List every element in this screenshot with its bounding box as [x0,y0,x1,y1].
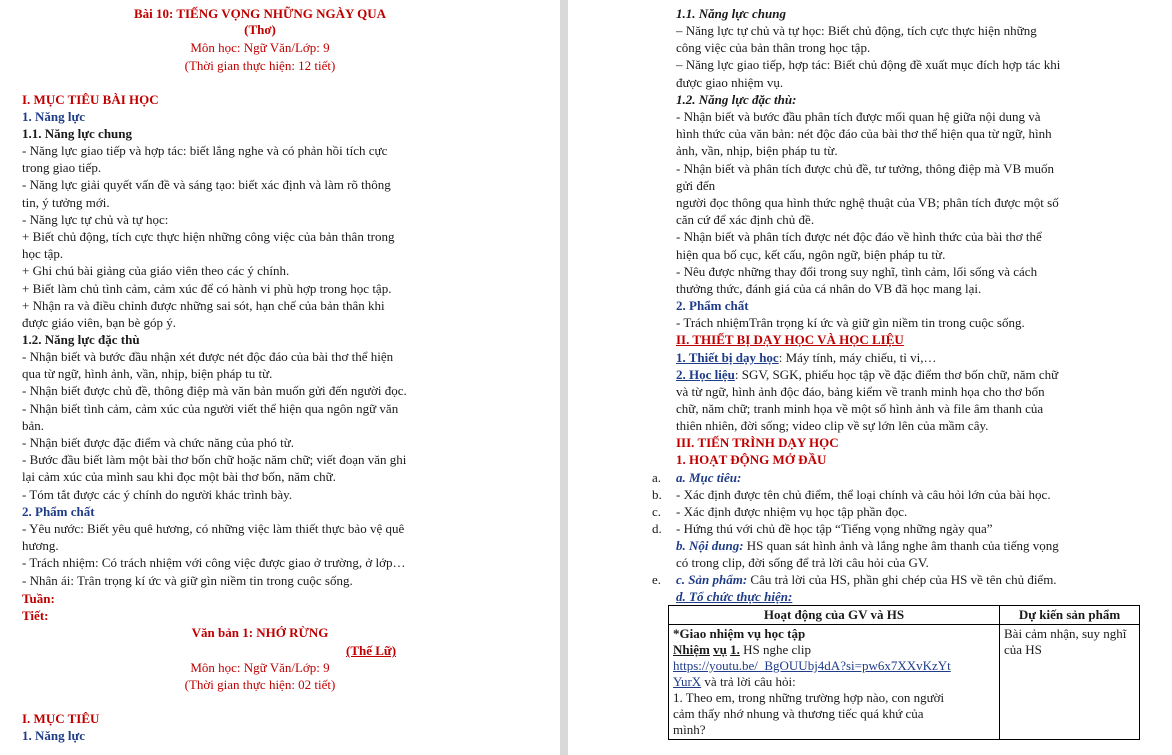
text-line: hiện qua bố cục, kết cấu, ngôn ngữ, biện pháp tu từ. [676,246,946,262]
thiet-bi-label: 1. Thiết bị dạy học [676,350,779,365]
label-tiet: Tiết: [22,608,49,623]
text-title: Văn bản 1: NHỚ RỪNG [191,625,329,640]
noi-dung-line-1 [676,538,1059,554]
heading-muc-tieu-2: I. MỤC TIÊU [22,711,100,726]
task-word-4: HS [743,642,760,657]
lesson-subject: Môn học: Ngữ Văn/Lớp: 9 [190,40,330,55]
text-line: được giao nhiệm vụ. [676,74,784,90]
san-pham-line [676,572,1057,588]
youtube-link[interactable]: https://youtu.be/_BgOUUbj4dA?si=pw6x7XXvKzYt [673,658,951,673]
heading-thiet-bi: II. THIẾT BỊ DẠY HỌC VÀ HỌC LIỆU [676,332,904,347]
text-line: công việc của bản thân trong học tập. [676,40,871,56]
table-header-san-pham: Dự kiến sản phẩm [1000,606,1140,625]
muc-tieu-c: - Xác định được nhiệm vụ học tập phần đọc. [676,504,908,519]
text-line: - Nêu được những thay đổi trong suy nghĩ, tình cảm, lối sống và cách [676,263,1038,279]
table-header-gv-hs: Hoạt động của GV và HS [669,606,1000,625]
table-cell-activity [669,625,1000,740]
hoc-lieu-text-1: : SGV, SGK, phiếu học tập về đặc điểm thơ bốn chữ, năm chữ [734,367,1059,382]
list-marker-c: c. [652,504,662,519]
text-line: - Yêu nước: Biết yêu quê hương, có những việc làm thiết thực bảo vệ quê [22,521,405,536]
text-line: - Năng lực tự chủ và tự học: [22,211,169,227]
text-line: - Nhân ái: Trân trọng kí ức và giữ gìn niềm tin trong cuộc sống. [22,572,353,588]
list-marker-a: a. [652,470,662,485]
list-marker-b: b. [652,487,662,502]
heading-1-2: 1.2. Năng lực đặc thù: [676,92,797,107]
heading-pham-chat: 2. Phẩm chất [22,504,95,519]
text-subject: Môn học: Ngữ Văn/Lớp: 9 [190,660,330,675]
text-line: - Bước đầu biết làm một bài thơ bốn chữ hoặc năm chữ; viết đoạn văn ghi [22,452,407,468]
cell-task-line [673,642,995,658]
text-line: + Ghi chú bài giảng của giáo viên theo các ý chính. [22,263,290,279]
list-marker-d: d. [652,521,662,536]
cell-link-line-2 [673,674,995,690]
cell-question-3: mình? [673,722,706,737]
cell-question-2: cảm thấy nhớ nhung và thương tiếc quá khứ của [673,706,924,721]
list-marker-e: e. [652,572,662,587]
activity-table [668,605,1140,740]
text-line: + Biết làm chủ tình cảm, cảm xúc để có hành vi phù hợp trong học tập. [22,280,392,296]
text-line: ảnh, vần, nhịp, biện pháp tu từ. [676,143,838,159]
noi-dung-text-1: HS quan sát hình ảnh và lắng nghe âm thanh của tiếng vọng [743,538,1059,553]
text-line: + Biết chủ động, tích cực thực hiện những công việc của bản thân trong [22,229,395,244]
task-word-2: vụ [713,642,727,657]
hoc-lieu-line-3: chữ, năm chữ; tranh minh họa về một số hình ảnh và file âm thanh của [676,401,1044,416]
heading-nang-luc: 1. Năng lực [22,109,86,124]
text-line: qua từ ngữ, hình ảnh, vần, nhịp, biện pháp tu từ. [22,366,273,382]
text-line: - Nhận biết và phân tích được chủ đề, tư tưởng, thông điệp mà VB muốn [676,160,1054,176]
text-line: trong giao tiếp. [22,160,102,176]
hoc-lieu-line-4: thiên nhiên, đời sống; video clip về sự lớn lên của mầm cây. [676,418,989,433]
muc-tieu-d: - Hứng thú với chủ đề học tập “Tiếng vọng những ngày qua” [676,521,993,536]
noi-dung-line-2: có trong clip, đời sống để trả lời câu hỏi của GV. [676,555,929,570]
text-line: hương. [22,538,59,554]
text-line: - Nhận biết và bước đầu phân tích được mối quan hệ giữa nội dung và [676,109,1041,124]
heading-hoat-dong-mo-dau: 1. HOẠT ĐỘNG MỞ ĐẦU [676,452,827,467]
heading-nang-luc-2: 1. Năng lực [22,728,86,743]
cell-product-2: của HS [1004,642,1042,657]
task-word-6: clip [791,642,811,657]
text-line: căn cứ để xác định chủ đề. [676,212,815,228]
text-line: học tập. [22,246,64,262]
text-line: tin, ý tưởng mới. [22,194,110,210]
muc-tieu-label: a. Mục tiêu: [676,470,742,485]
text-line: + Nhận ra và điều chỉnh được những sai sót, hạn chế của bản thân khi [22,297,385,313]
text-line: thưởng thức, đánh giá của cá nhân do VB đã học mang lại. [676,281,982,296]
text-line: - Nhận biết tình cảm, cảm xúc của người viết thể hiện qua ngôn ngữ văn [22,400,399,416]
text-line: - Nhận biết được chủ đề, thông điệp mà văn bản muốn gửi đến người đọc. [22,383,407,399]
pham-chat-line: - Trách nhiệmTrân trọng kí ức và giữ gìn niềm tin trong cuộc sống. [676,315,1025,330]
lesson-title: Bài 10: TIẾNG VỌNG NHỮNG NGÀY QUA [133,6,387,21]
cell-product-1: Bài cảm nhận, suy nghĩ [1004,626,1127,641]
text-line: - Nhận biết và bước đầu nhận xét được nét độc đáo của bài thơ thể hiện [22,349,394,364]
youtube-link-cont[interactable]: YurX [673,674,702,689]
to-chuc-label: d. Tổ chức thực hiện: [676,589,793,604]
text-author: (Thế Lữ) [346,643,397,658]
cell-question-1: 1. Theo em, trong những trường hợp nào, con người [673,690,945,705]
cell-after-link: và trả lời câu hỏi: [701,674,796,689]
text-line: - Trách nhiệm: Có trách nhiệm với công việc được giao ở trường, ở lớp… [22,555,406,571]
text-line: lại cảm xúc của mình sau khi đọc một bài thơ bốn, năm chữ. [22,469,336,485]
text-line: - Nhận biết được đặc điểm và chức năng của phó từ. [22,435,295,450]
task-word-3: 1. [730,642,740,657]
heading-nang-luc-dac-thu: 1.2. Năng lực đặc thù [22,332,140,347]
noi-dung-label: b. Nội dung: [676,538,744,553]
text-line: được giáo viên, bạn bè góp ý. [22,315,176,330]
text-line: – Năng lực tự chủ và tự học: Biết chủ động, tích cực thực hiện những [676,23,1037,38]
heading-1-1: 1.1. Năng lực chung [676,6,786,21]
thiet-bi-line [676,350,937,366]
text-duration: (Thời gian thực hiện: 02 tiết) [184,677,336,692]
heading-muc-tieu: I. MỤC TIÊU BÀI HỌC [22,92,159,107]
text-line: - Nhận biết và phân tích được nét độc đáo về hình thức của bài thơ thể [676,229,1042,245]
hoc-lieu-label: 2. Học liệu [676,367,735,382]
san-pham-label: c. Sản phẩm: [676,572,748,587]
text-line: - Tóm tắt được các ý chính do người khác trình bày. [22,486,293,502]
text-line: - Năng lực giao tiếp và hợp tác: biết lắng nghe và có phản hồi tích cực [22,143,388,158]
lesson-duration: (Thời gian thực hiện: 12 tiết) [184,58,336,73]
label-tuan: Tuần: [22,591,55,606]
hoc-lieu-line-2: và từ ngữ, hình ảnh độc đáo, bảng kiểm về tranh minh họa cho thơ bốn [676,384,1045,399]
text-line: người đọc thông qua hình thức nghệ thuật của VB; phân tích được một số [676,195,1059,210]
heading-tien-trinh: III. TIẾN TRÌNH DẠY HỌC [676,435,839,450]
table-cell-product [1000,625,1140,740]
task-word-5: nghe [762,642,789,657]
lesson-genre: (Thơ) [244,22,276,37]
heading-pham-chat-right: 2. Phẩm chất [676,298,749,313]
muc-tieu-b: - Xác định được tên chủ điểm, thể loại chính và câu hỏi lớn của bài học. [676,487,1051,502]
heading-nang-luc-chung: 1.1. Năng lực chung [22,126,133,141]
text-line: – Năng lực giao tiếp, hợp tác: Biết chủ động đề xuất mục đích hợp tác khi [676,57,1061,73]
san-pham-text: Câu trả lời của HS, phần ghi chép của HS về tên chủ điểm. [747,572,1057,587]
cell-task-title: *Giao nhiệm vụ học tập [673,626,806,641]
text-line: gửi đến [676,177,716,193]
text-line: bản. [22,417,45,433]
hoc-lieu-line-1 [676,367,1058,383]
task-word-1: Nhiệm [673,642,710,657]
text-line: hình thức của văn bản: nét độc đáo của bài thơ thể hiện qua từ ngữ, hình [676,126,1052,142]
text-line: - Năng lực giải quyết vấn đề và sáng tạo: biết xác định và làm rõ thông [22,177,391,193]
thiet-bi-text: : Máy tính, máy chiếu, tỉ vi,… [778,350,937,365]
